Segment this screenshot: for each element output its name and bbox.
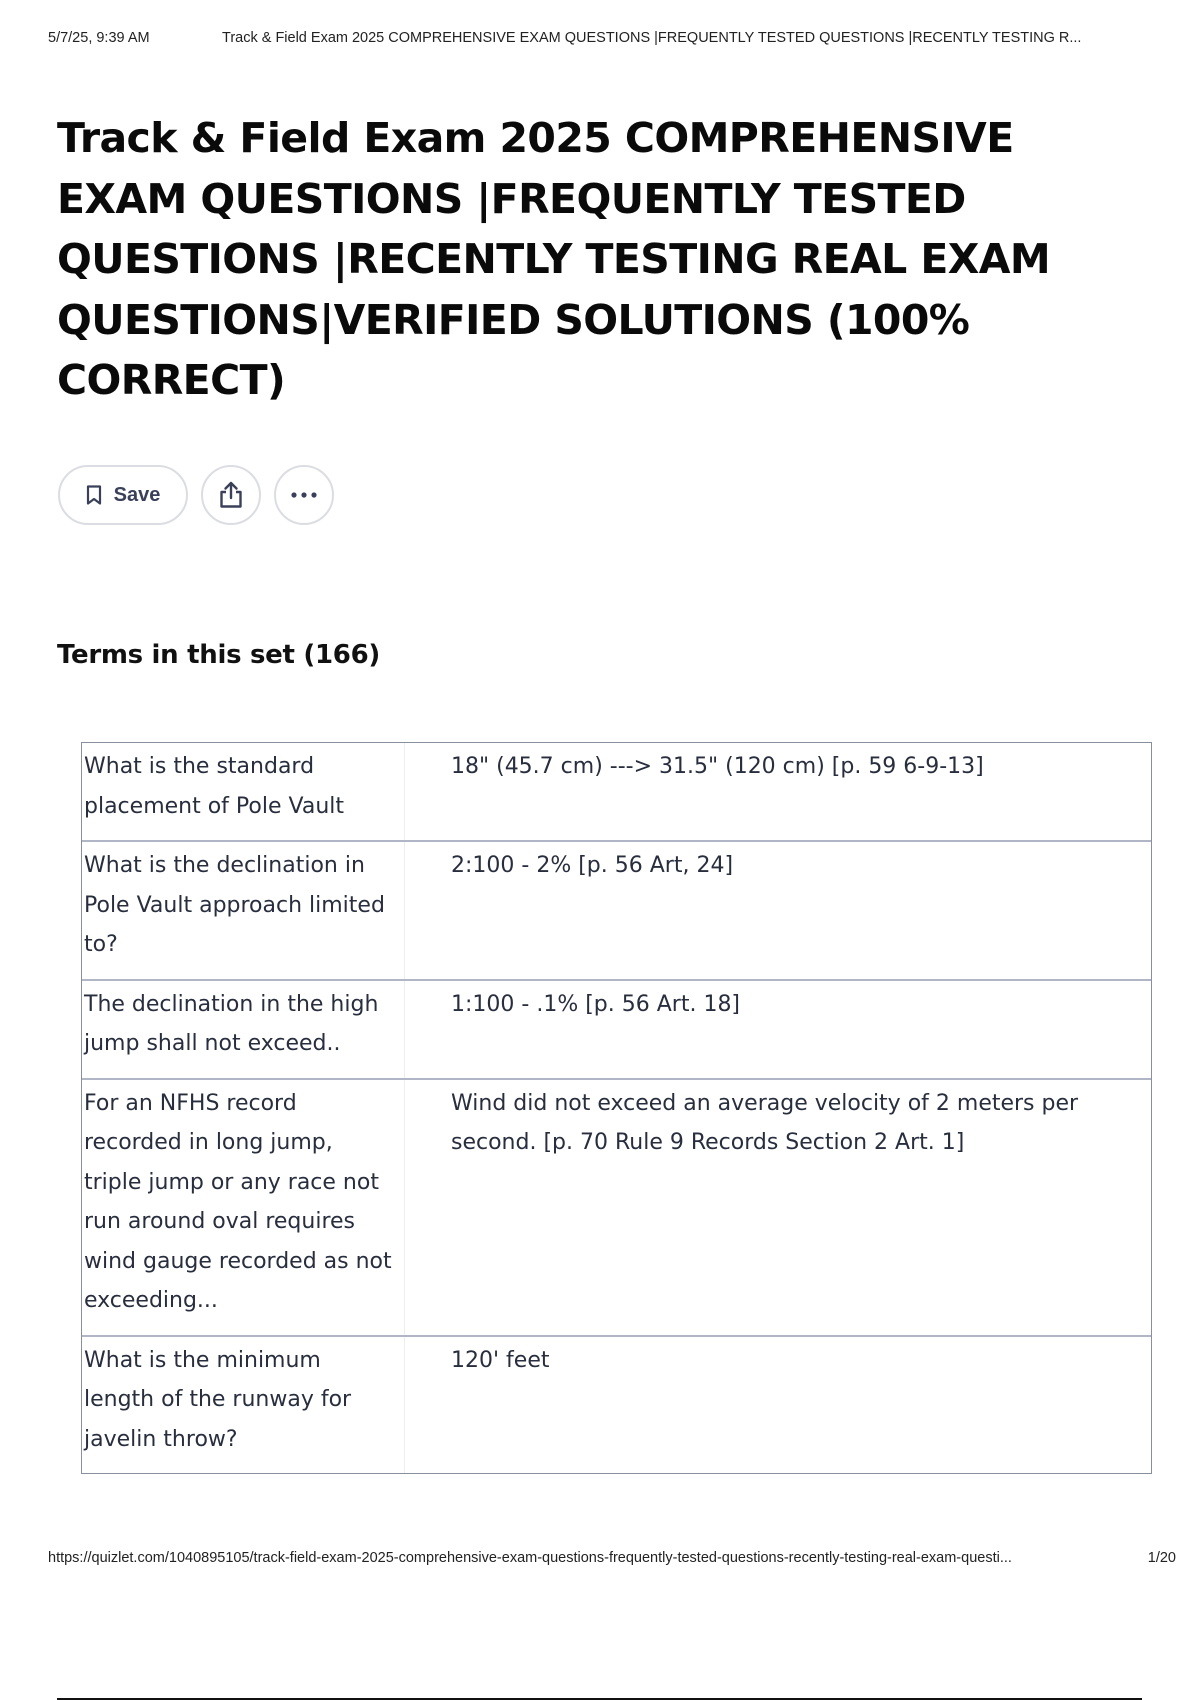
term-row [82,1078,1151,1335]
print-date: 5/7/25, 9:39 AM [48,30,150,46]
share-button[interactable] [201,465,261,525]
more-horizontal-icon [291,492,317,498]
term-text: What is the standard placement of Pole Vault [82,743,405,840]
print-doc-title: Track & Field Exam 2025 COMPREHENSIVE EXAM QUESTIONS |FREQUENTLY TESTED QUESTIONS |RECENTLY TESTING R... [222,30,1082,46]
print-footer [48,1550,1190,1566]
term-row [82,840,1151,979]
definition-text: 120' feet [451,1347,550,1373]
term-text: What is the minimum length of the runway for javelin throw? [82,1337,405,1474]
page-number: 1/20 [1147,1550,1176,1566]
definition-text: 1:100 - .1% [p. 56 Art. 18] [451,991,741,1017]
terms-heading: Terms in this set (166) [57,640,380,670]
save-button[interactable] [58,465,188,525]
print-url: https://quizlet.com/1040895105/track-field-exam-2025-comprehensive-exam-questions-frequently-tested-questions-recently-testing-real-exam-questi... [48,1550,1012,1566]
bookmark-icon [86,485,102,505]
more-options-button[interactable] [274,465,334,525]
terms-table [81,742,1152,1474]
term-row [82,743,1151,840]
action-bar [58,465,334,525]
print-header [48,30,1180,46]
term-row [82,1335,1151,1474]
save-label: Save [113,483,161,506]
term-text: For an NFHS record recorded in long jump, triple jump or any race not run around oval requires wind gauge recorded as not exceeding... [82,1080,405,1335]
share-icon [218,481,244,509]
definition-text: Wind did not exceed an average velocity of 2 meters per second. [p. 70 Rule 9 Records Section 2 Art. 1] [451,1090,1079,1155]
definition-text: 2:100 - 2% [p. 56 Art, 24] [451,853,734,878]
term-text: What is the declination in Pole Vault approach limited to? [82,842,405,979]
term-row [82,979,1151,1078]
page-title: Track & Field Exam 2025 COMPREHENSIVE EXAM QUESTIONS |FREQUENTLY TESTED QUESTIONS |RECENTLY TESTING REAL EXAM QUESTIONS|VERIFIED SOLUTIONS (100% CORRECT) [57,114,1051,404]
definition-text: 18" (45.7 cm) ---> 31.5" (120 cm) [p. 59 6-9-13] [451,754,984,779]
term-text: The declination in the high jump shall not exceed.. [82,981,405,1078]
